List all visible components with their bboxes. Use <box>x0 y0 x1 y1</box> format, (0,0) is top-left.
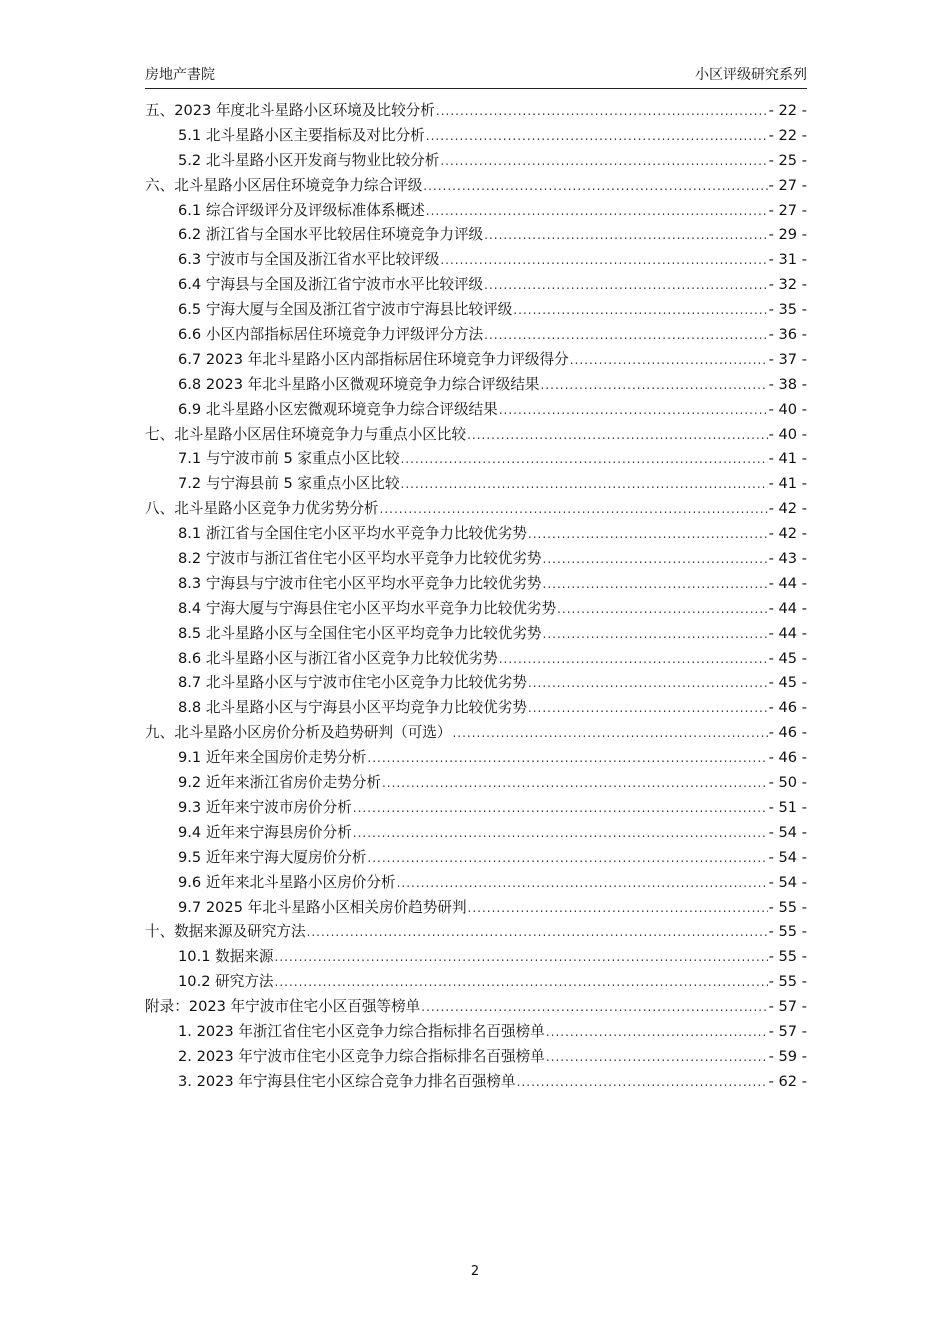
toc-entry-title: 9.1 近年来全国房价走势分析 <box>178 749 367 767</box>
toc-entry-page: - 44 - <box>768 624 807 642</box>
toc-entry-title: 五、2023 年度北斗星路小区环境及比较分析 <box>145 102 435 119</box>
toc-entry-title: 9.5 近年来宁海大厦房价分析 <box>178 848 367 866</box>
toc-section-entry[interactable] <box>145 398 807 423</box>
toc-section-entry[interactable] <box>145 572 807 597</box>
toc-entry-title: 7.2 与宁海县前 5 家重点小区比较 <box>178 475 400 493</box>
toc-section-entry[interactable] <box>145 970 807 995</box>
toc-entry-page: - 32 - <box>768 276 807 294</box>
toc-section-entry[interactable] <box>145 124 807 149</box>
toc-entry-page: - 41 - <box>768 450 807 468</box>
toc-entry-page: - 55 - <box>768 973 807 991</box>
toc-entry-page: - 29 - <box>768 226 807 244</box>
toc-entry-page: - 59 - <box>768 1047 807 1065</box>
toc-section-entry[interactable] <box>145 472 807 497</box>
toc-section-entry[interactable] <box>145 447 807 472</box>
toc-dot-leader <box>426 124 768 149</box>
toc-entry-title: 七、北斗星路小区居住环境竞争力与重点小区比较 <box>145 425 467 443</box>
toc-entry-page: - 37 - <box>768 350 807 368</box>
toc-dot-leader <box>499 647 768 672</box>
table-of-contents <box>145 99 807 1095</box>
toc-section-entry[interactable] <box>145 821 807 846</box>
toc-entry-page: - 27 - <box>768 176 807 194</box>
toc-dot-leader <box>543 572 768 597</box>
toc-dot-leader <box>421 995 767 1020</box>
toc-dot-leader <box>528 522 768 547</box>
toc-chapter-entry[interactable] <box>145 99 807 124</box>
toc-entry-title: 8.5 北斗星路小区与全国住宅小区平均竞争力比较优劣势 <box>178 624 542 642</box>
page-header <box>145 66 807 89</box>
toc-dot-leader <box>440 248 767 273</box>
toc-dot-leader <box>468 896 768 921</box>
toc-entry-page: - 36 - <box>768 326 807 344</box>
toc-entry-page: - 45 - <box>768 674 807 692</box>
toc-entry-page: - 22 - <box>768 102 807 119</box>
toc-dot-leader <box>436 99 768 124</box>
toc-section-entry[interactable] <box>145 647 807 672</box>
toc-dot-leader <box>484 273 767 298</box>
toc-entry-page: - 54 - <box>768 823 807 841</box>
toc-section-entry[interactable] <box>145 671 807 696</box>
toc-entry-title: 8.4 宁海大厦与宁海县住宅小区平均水平竞争力比较优劣势 <box>178 599 557 617</box>
toc-entry-title: 6.1 综合评级评分及评级标准体系概述 <box>178 201 425 219</box>
toc-entry-title: 十、数据来源及研究方法 <box>145 923 306 941</box>
toc-dot-leader <box>380 497 768 522</box>
toc-section-entry[interactable] <box>145 1020 807 1045</box>
toc-section-entry[interactable] <box>145 199 807 224</box>
toc-entry-page: - 54 - <box>768 873 807 891</box>
toc-dot-leader <box>499 398 768 423</box>
toc-entry-title: 3. 2023 年宁海县住宅小区综合竞争力排名百强榜单 <box>178 1072 516 1090</box>
toc-entry-title: 八、北斗星路小区竞争力优劣势分析 <box>145 500 379 518</box>
toc-dot-leader <box>367 746 767 771</box>
toc-chapter-entry[interactable] <box>145 497 807 522</box>
toc-section-entry[interactable] <box>145 248 807 273</box>
toc-dot-leader <box>528 696 768 721</box>
toc-section-entry[interactable] <box>145 1045 807 1070</box>
toc-section-entry[interactable] <box>145 896 807 921</box>
toc-dot-leader <box>557 597 768 622</box>
toc-entry-page: - 40 - <box>768 425 807 443</box>
toc-section-entry[interactable] <box>145 696 807 721</box>
toc-entry-title: 6.7 2023 年北斗星路小区内部指标居住环境竞争力评级得分 <box>178 350 569 368</box>
toc-entry-page: - 62 - <box>768 1072 807 1090</box>
toc-entry-page: - 22 - <box>768 126 807 144</box>
header-series: 小区评级研究系列 <box>695 67 807 83</box>
toc-dot-leader <box>546 1045 768 1070</box>
toc-dot-leader <box>401 447 768 472</box>
toc-entry-page: - 46 - <box>768 749 807 767</box>
toc-entry-title: 8.8 北斗星路小区与宁海县小区平均竞争力比较优劣势 <box>178 699 527 717</box>
toc-section-entry[interactable] <box>145 746 807 771</box>
toc-entry-page: - 57 - <box>768 1022 807 1040</box>
toc-entry-page: - 45 - <box>768 649 807 667</box>
toc-dot-leader <box>484 323 767 348</box>
toc-entry-page: - 42 - <box>768 525 807 543</box>
toc-entry-title: 8.2 宁波市与浙江省住宅小区平均水平竞争力比较优劣势 <box>178 550 542 568</box>
toc-entry-page: - 50 - <box>768 774 807 792</box>
toc-entry-page: - 44 - <box>768 574 807 592</box>
toc-entry-page: - 44 - <box>768 599 807 617</box>
toc-entry-title: 6.6 小区内部指标居住环境竞争力评级评分方法 <box>178 326 484 344</box>
toc-dot-leader <box>517 1070 768 1095</box>
toc-entry-page: - 38 - <box>768 375 807 393</box>
toc-dot-leader <box>401 472 768 497</box>
toc-chapter-entry[interactable] <box>145 920 807 945</box>
toc-section-entry[interactable] <box>145 771 807 796</box>
toc-entry-title: 9.2 近年来浙江省房价走势分析 <box>178 774 381 792</box>
toc-entry-title: 六、北斗星路小区居住环境竞争力综合评级 <box>145 176 423 194</box>
toc-chapter-entry[interactable] <box>145 423 807 448</box>
toc-entry-page: - 41 - <box>768 475 807 493</box>
toc-entry-page: - 25 - <box>768 151 807 169</box>
toc-section-entry[interactable] <box>145 547 807 572</box>
toc-entry-page: - 46 - <box>768 699 807 717</box>
toc-dot-leader <box>353 821 768 846</box>
toc-dot-leader <box>426 199 768 224</box>
toc-entry-page: - 54 - <box>768 848 807 866</box>
toc-entry-title: 9.4 近年来宁海县房价分析 <box>178 823 352 841</box>
toc-entry-title: 6.4 宁海县与全国及浙江省宁波市水平比较评级 <box>178 276 484 294</box>
toc-entry-title: 8.3 宁海县与宁波市住宅小区平均水平竞争力比较优劣势 <box>178 574 542 592</box>
toc-entry-title: 8.7 北斗星路小区与宁波市住宅小区竞争力比较优劣势 <box>178 674 527 692</box>
toc-entry-page: - 42 - <box>768 500 807 518</box>
toc-entry-title: 6.2 浙江省与全国水平比较居住环境竞争力评级 <box>178 226 484 244</box>
toc-dot-leader <box>543 622 768 647</box>
toc-dot-leader <box>570 348 768 373</box>
toc-chapter-entry[interactable] <box>145 995 807 1020</box>
toc-dot-leader <box>275 945 768 970</box>
toc-entry-title: 8.1 浙江省与全国住宅小区平均水平竞争力比较优劣势 <box>178 525 527 543</box>
toc-entry-page: - 55 - <box>768 948 807 966</box>
toc-dot-leader <box>307 920 768 945</box>
toc-dot-leader <box>546 1020 768 1045</box>
toc-entry-title: 附录：2023 年宁波市住宅小区百强等榜单 <box>145 998 421 1016</box>
toc-entry-page: - 46 - <box>768 724 807 742</box>
toc-dot-leader <box>541 373 768 398</box>
toc-entry-page: - 35 - <box>768 301 807 319</box>
toc-section-entry[interactable] <box>145 522 807 547</box>
toc-section-entry[interactable] <box>145 348 807 373</box>
toc-dot-leader <box>440 149 767 174</box>
page-number: 2 <box>470 1264 480 1279</box>
toc-entry-page: - 43 - <box>768 550 807 568</box>
toc-entry-title: 6.8 2023 年北斗星路小区微观环境竞争力综合评级结果 <box>178 375 540 393</box>
toc-entry-page: - 55 - <box>768 898 807 916</box>
toc-entry-title: 九、北斗星路小区房价分析及趋势研判（可选） <box>145 724 452 742</box>
header-publisher: 房地产書院 <box>145 67 215 83</box>
toc-entry-title: 8.6 北斗星路小区与浙江省小区竞争力比较优劣势 <box>178 649 498 667</box>
toc-dot-leader <box>423 174 767 199</box>
toc-dot-leader <box>467 423 768 448</box>
toc-section-entry[interactable] <box>145 323 807 348</box>
toc-dot-leader <box>543 547 768 572</box>
toc-section-entry[interactable] <box>145 298 807 323</box>
toc-section-entry[interactable] <box>145 373 807 398</box>
toc-section-entry[interactable] <box>145 871 807 896</box>
toc-dot-leader <box>513 298 767 323</box>
toc-entry-page: - 55 - <box>768 923 807 941</box>
toc-entry-title: 6.5 宁海大厦与全国及浙江省宁波市宁海县比较评级 <box>178 301 513 319</box>
toc-entry-title: 10.1 数据来源 <box>178 948 274 966</box>
toc-dot-leader <box>367 846 767 871</box>
toc-entry-title: 6.3 宁波市与全国及浙江省水平比较评级 <box>178 251 440 269</box>
toc-section-entry[interactable] <box>145 622 807 647</box>
toc-entry-title: 5.1 北斗星路小区主要指标及对比分析 <box>178 126 425 144</box>
toc-dot-leader <box>353 796 768 821</box>
toc-entry-title: 2. 2023 年宁波市住宅小区竞争力综合指标排名百强榜单 <box>178 1047 545 1065</box>
toc-entry-title: 1. 2023 年浙江省住宅小区竞争力综合指标排名百强榜单 <box>178 1022 545 1040</box>
toc-dot-leader <box>382 771 768 796</box>
toc-section-entry[interactable] <box>145 597 807 622</box>
toc-dot-leader <box>528 671 768 696</box>
toc-dot-leader <box>397 871 768 896</box>
toc-dot-leader <box>484 223 767 248</box>
toc-section-entry[interactable] <box>145 273 807 298</box>
toc-section-entry[interactable] <box>145 223 807 248</box>
toc-entry-title: 9.7 2025 年北斗星路小区相关房价趋势研判 <box>178 898 467 916</box>
toc-chapter-entry[interactable] <box>145 174 807 199</box>
toc-entry-page: - 57 - <box>768 998 807 1016</box>
toc-dot-leader <box>275 970 768 995</box>
toc-entry-page: - 31 - <box>768 251 807 269</box>
toc-section-entry[interactable] <box>145 846 807 871</box>
toc-chapter-entry[interactable] <box>145 721 807 746</box>
toc-dot-leader <box>452 721 767 746</box>
toc-section-entry[interactable] <box>145 796 807 821</box>
toc-section-entry[interactable] <box>145 149 807 174</box>
toc-entry-title: 6.9 北斗星路小区宏微观环境竞争力综合评级结果 <box>178 400 498 418</box>
toc-entry-title: 9.6 近年来北斗星路小区房价分析 <box>178 873 396 891</box>
toc-entry-title: 5.2 北斗星路小区开发商与物业比较分析 <box>178 151 440 169</box>
toc-entry-page: - 40 - <box>768 400 807 418</box>
toc-entry-title: 7.1 与宁波市前 5 家重点小区比较 <box>178 450 400 468</box>
toc-section-entry[interactable] <box>145 945 807 970</box>
toc-entry-title: 9.3 近年来宁波市房价分析 <box>178 798 352 816</box>
toc-entry-title: 10.2 研究方法 <box>178 973 274 991</box>
toc-section-entry[interactable] <box>145 1070 807 1095</box>
toc-entry-page: - 51 - <box>768 798 807 816</box>
toc-entry-page: - 27 - <box>768 201 807 219</box>
